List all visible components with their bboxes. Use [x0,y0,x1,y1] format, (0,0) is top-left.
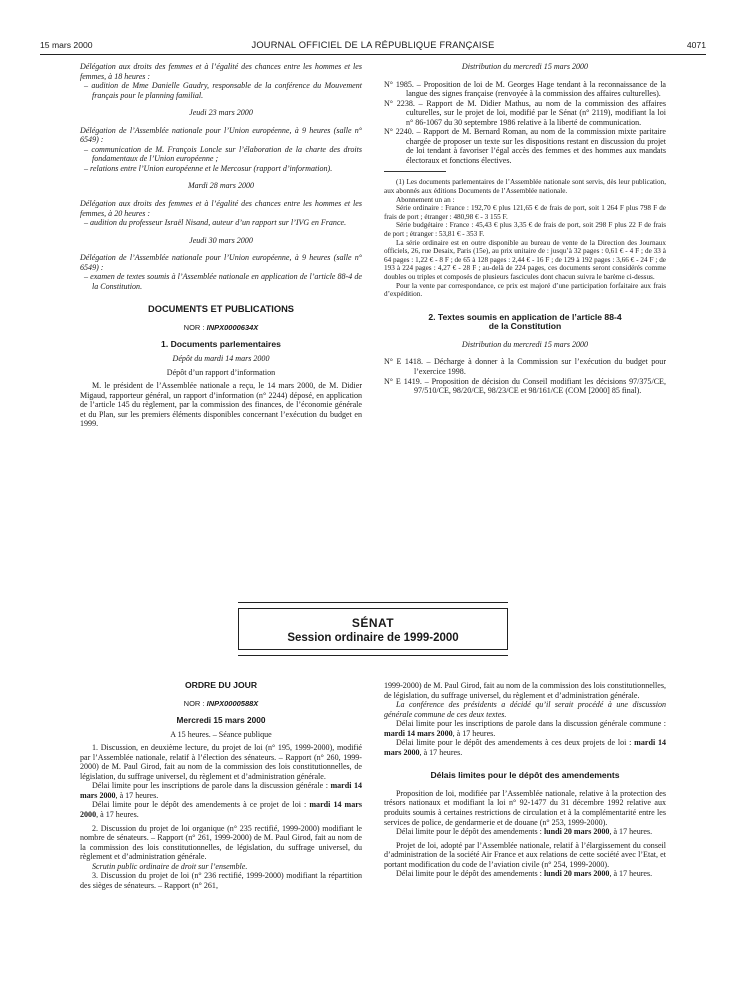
footnote-rule [384,171,446,172]
paragraph: Délai limite pour le dépôt des amendements à ce projet de loi : mardi 14 mars 2000, à 17 heures. [80,800,362,820]
senat-banner [238,608,508,650]
senat-session: Session ordinaire de 1999-2000 [287,632,459,644]
paragraph: Délai limite pour le dépôt des amendements : lundi 20 mars 2000, à 17 heures. [396,869,653,879]
list-item: N° 1985. – Proposition de loi de M. Georges Hage tendant à la reconnaissance de la langue des signes française (renvoyée à la commission des affaires culturelles). [384,79,667,99]
paragraph: M. le président de l’Assemblée nationale a reçu, le 14 mars 2000, de M. Didier Migaud, rapporteur général, un rapport d’information (n° 2244) déposé, en application de l’article 145 du règlement, par la commission des finances, de l’économie générale et du Plan, sur les premiers éléments disponibles concernant l’exécution du budget en 1999. [80,381,362,429]
date-heading: Mardi 28 mars 2000 [187,181,255,191]
list-item: – audition du professeur Israël Nisand, auteur d’un rapport sur l’IVG en France. [84,218,347,228]
date-heading: Jeudi 30 mars 2000 [189,235,253,245]
nor-reference: NOR : INPX0000634X [183,322,259,332]
section-title: Délais limites pour le dépôt des amendements [430,770,620,781]
paragraph: 2. Discussion du projet de loi organique (n° 235 rectifié, 1999-2000) modifiant le nombre de sénateurs. – Rapport (n° 261, 1999-2000) de M. Paul Girod, fait au nom de la commission des lois constitutionnelles, de législation, du suffrage universel, du règlement et d’administration générale. [80,823,362,862]
footnote: (1) Les documents parlementaires de l’Assemblée nationale sont servis, dès leur publication, aux abonnés aux éditions Documents de l’Assemblée nationale. [384,178,666,196]
paragraph: 1. Discussion, en deuxième lecture, du projet de loi (n° 195, 1999-2000), modifié par l’Assemblée nationale, relatif à l’élection des sénateurs. – Rapport (n° 260, 1999-2000) de M. Paul Girod, fait au nom de la commission des lois constitutionnelles, de législation, du suffrage universel, du règlement et d’administration générale. [80,743,362,781]
deposit-subtitle: Dépôt d’un rapport d’information [166,367,276,377]
paragraph: Délégation de l’Assemblée nationale pour l’Union européenne, à 9 heures (salle n° 6549) : [80,125,362,145]
left-column-top [80,62,362,429]
paragraph: Délai limite pour le dépôt des amendements : lundi 20 mars 2000, à 17 heures. [396,827,653,837]
banner-rule-bottom [238,655,508,656]
senat-title: SÉNAT [351,616,395,630]
list-item: – audition de Mme Danielle Gaudry, responsable de la conférence du Mouvement français pour le planning familial. [84,81,362,100]
header-journal-title: JOURNAL OFFICIEL DE LA RÉPUBLIQUE FRANÇAISE [251,40,495,50]
list-item: N° E 1419. – Proposition de décision du Conseil modifiant les décisions 97/375/CE, 97/510/CE, 98/20/CE, 98/23/CE et 98/161/CE (COM [2000] 85 final). [384,376,666,396]
footnote: Série ordinaire : France : 192,70 € plus 121,65 € de frais de port, soit 1 264 F plus 798 F de frais de port ; étranger : 480,98 € - 3 155 F. [384,204,666,221]
list-item: N° 2238. – Rapport de M. Didier Mathus, au nom de la commission des affaires culturelles, sur le projet de loi, modifié par le Sénat (n° 2119), modifiant la loi n° 86-1067 du 30 septembre 1986 relative à la liberté de communication. [384,98,666,127]
footnote: La série ordinaire est en outre disponible au bureau de vente de la Direction des Journaux officiels, 26, rue Desaix, Paris (15e), au prix unitaire de : jusqu’à 32 pages : 0,61 € - 4 F ; de 33 à 64 pages : 1,22 € - 8 F ; de 65 à 128 pages : 2,44 € - 16 F ; de 129 à 192 pages : 3,66 € - 24 F ; de 193 à 224 pages : 4,27 € - 28 F ; au-delà de 224 pages, ces documents seront considérés comme doubles ou triples et composés de plusieurs fascicules dont chacun suivra le barème ci-dessus. [384,238,666,281]
section-title: DOCUMENTS ET PUBLICATIONS [148,304,294,315]
list-item: – relations entre l’Union européenne et le Mercosur (rapport d’information). [84,163,333,173]
left-column-bottom [80,681,362,890]
paragraph: Délégation aux droits des femmes et à l’égalité des chances entre les hommes et les femmes, à 18 heures : [80,62,362,81]
paragraph: Projet de loi, adopté par l’Assemblée nationale, relatif à l’élargissement du conseil d’administration de la société Air France et aux relations de cette société avec l’Etat, et portant modification du code de l’aviation civile (n° 254, 1999-2000). [384,840,666,869]
distribution-date: Distribution du mercredi 15 mars 2000 [461,339,589,349]
footnote: Abonnement un an : [396,195,455,204]
list-item: – examen de textes soumis à l’Assemblée nationale en application de l’article 88-4 de la Constitution. [84,272,362,291]
paragraph: Proposition de loi, modifiée par l’Assemblée nationale, relative à la protection des trésors nationaux et modifiant la loi n° 92-1477 du 31 décembre 1992 relative aux produits soumis à certaines restrictions de circulation et à la complémentarité entre les services de police, de gendarmerie et de douane (n° 253, 1999-2000). [384,788,666,827]
paragraph: 1999-2000) de M. Paul Girod, fait au nom de la commission des lois constitutionnelles, de législation, du suffrage universel, du règlement et d’administration générale. [384,681,666,700]
banner-rule-top [238,602,508,603]
distribution-date: Distribution du mercredi 15 mars 2000 [461,62,589,71]
list-item: N° E 1418. – Décharge à donner à la Commission sur l’exécution du budget pour l’exercice 1998. [384,357,666,376]
paragraph: La conférence des présidents a décidé qu’il serait procédé à une discussion générale commune de ces deux textes. [384,700,666,719]
day-heading: Mercredi 15 mars 2000 [176,715,266,726]
paragraph: Délai limite pour les inscriptions de parole dans la discussion générale commune : mardi 14 mars 2000, à 17 heures. [384,719,666,738]
footnote: Pour la vente par correspondance, ce prix est majoré d’une participation forfaitaire aux frais d’expédition. [384,281,666,299]
footnote: Série budgétaire : France : 45,43 € plus 3,35 € de frais de port, soit 298 F plus 22 F de frais de port ; étranger : 53,81 € - 353 F. [384,221,666,239]
session-heading: A 15 heures. – Séance publique [170,729,272,739]
section-title: ORDRE DU JOUR [184,680,258,690]
right-column-bottom [384,681,666,879]
list-item: – communication de M. François Loncle sur l’élaboration de la charte des droits fondamentaux de l’Union européenne ; [84,144,362,164]
date-heading: Jeudi 23 mars 2000 [189,108,253,118]
nor-reference: NOR : INPX0000588X [183,698,259,708]
subsection-title: 2. Textes soumis en application de l’article 88-4 de la Constitution [428,311,622,332]
list-item: N° 2240. – Rapport de M. Bernard Roman, au nom de la commission mixte paritaire chargée de proposer un texte sur les dispositions restant en discussion du projet de loi tendant à favoriser l’égal accès des femmes et des hommes aux mandats électoraux et fonctions électives. [384,127,666,165]
paragraph: Délégation aux droits des femmes et à l’égalité des chances entre les hommes et les femmes, à 20 heures : [80,199,362,218]
paragraph: Délégation de l’Assemblée nationale pour l’Union européenne, à 9 heures (salle n° 6549) : [80,253,362,272]
header-page-number: 4071 [686,40,706,50]
paragraph: Scrutin public ordinaire de droit sur l’ensemble. [92,861,248,871]
page-header [40,40,706,54]
paragraph: 3. Discussion du projet de loi (n° 236 rectifié, 1999-2000) modifiant la répartition des sièges de sénateurs. – Rapport (n° 261, [80,871,362,890]
right-column-top [384,62,666,396]
header-rule [40,54,706,55]
deposit-date: Dépôt du mardi 14 mars 2000 [172,354,270,364]
header-date: 15 mars 2000 [40,40,93,50]
paragraph: Délai limite pour les inscriptions de parole dans la discussion générale : mardi 14 mars 2000, à 17 heures. [80,781,362,800]
paragraph: Délai limite pour le dépôt des amendements à ces deux projets de loi : mardi 14 mars 2000, à 17 heures. [384,738,667,757]
subsection-title: 1. Documents parlementaires [161,339,281,350]
